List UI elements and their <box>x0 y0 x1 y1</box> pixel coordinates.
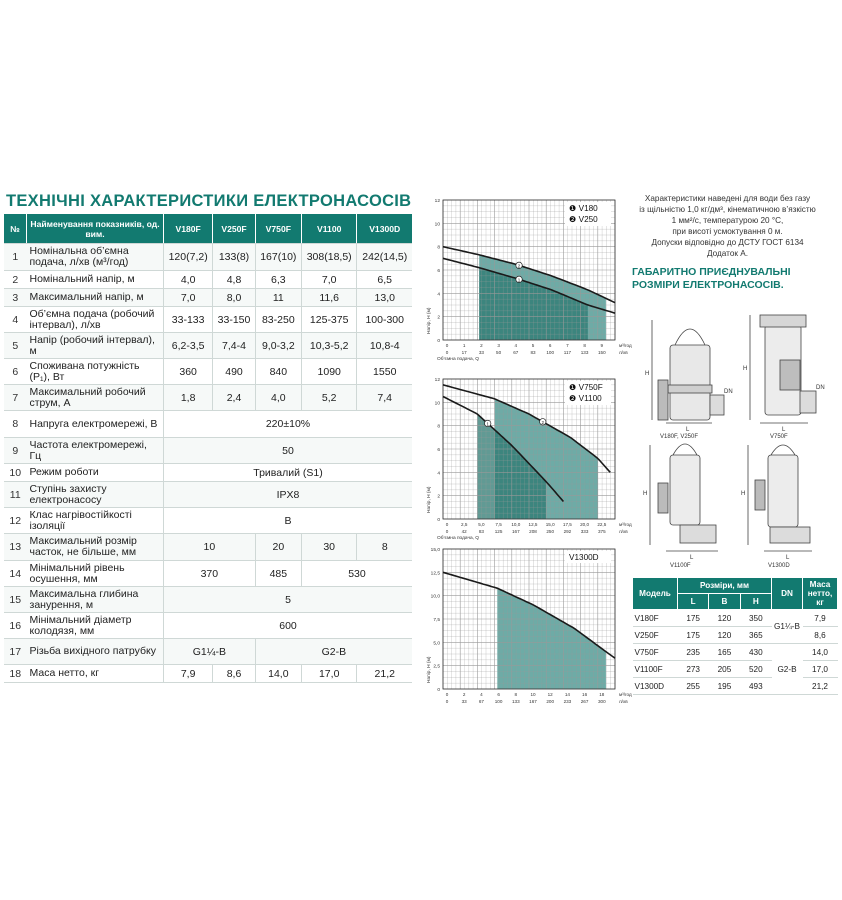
x-tick-label: 125 <box>494 529 503 534</box>
spec-cell: 308(18,5) <box>301 244 357 271</box>
spec-cell: 1550 <box>357 359 412 385</box>
x-tick-label: 17 <box>461 350 467 355</box>
chart-v1300d <box>425 543 632 715</box>
note-line: Характеристики наведені для води без газу <box>644 194 811 203</box>
spec-row <box>4 333 412 359</box>
spec-cell: 50 <box>164 438 413 464</box>
spec-cell: 10 <box>164 534 256 561</box>
spec-cell: 6,3 <box>255 271 301 289</box>
spec-cell: 9 <box>4 438 27 464</box>
spec-cell: 5,2 <box>301 385 357 411</box>
x-tick-label: 0 <box>445 522 449 527</box>
x-tick-label: 17,5 <box>562 522 572 527</box>
x-tick-label: 5,0 <box>478 522 485 527</box>
dim-H: H <box>743 366 748 372</box>
y-tick-label: 6 <box>437 448 440 453</box>
y-axis-label: Напір, Н (м) <box>427 486 432 513</box>
spec-cell: 30 <box>301 534 357 561</box>
col-model: Модель <box>633 578 678 610</box>
x-tick-label: 117 <box>563 350 572 355</box>
spec-cell: Різьба вихідного патрубку <box>27 639 164 665</box>
spec-row <box>4 508 412 534</box>
spec-row <box>4 438 412 464</box>
spec-cell: 10,3-5,2 <box>301 333 357 359</box>
x-tick-label: 292 <box>563 529 572 534</box>
cell: 7,9 <box>803 610 838 627</box>
cell: 21,2 <box>803 678 838 695</box>
spec-cell: 6,2-3,5 <box>164 333 213 359</box>
spec-row <box>4 244 412 271</box>
y-tick-label: 10 <box>434 401 440 407</box>
spec-cell: Режим роботи <box>27 464 164 482</box>
spec-row <box>4 359 412 385</box>
cell: G1¼-B <box>772 610 803 644</box>
cell: 493 <box>740 678 771 695</box>
series-marker-label: 2 <box>517 263 521 269</box>
spec-cell: Маса нетто, кг <box>27 665 164 683</box>
col-num: № <box>4 214 27 244</box>
spec-cell: Споживана потужність (P₁), Вт <box>27 359 164 385</box>
x-tick-label: 67 <box>513 350 519 355</box>
y-tick-label: 10 <box>434 222 440 228</box>
cell: 165 <box>709 644 740 661</box>
spec-cell: 133(8) <box>213 244 255 271</box>
spec-cell: Максимальна глибина занурення, м <box>27 587 164 613</box>
spec-cell: Напруга електромережі, В <box>27 411 164 438</box>
x-tick-label: 4 <box>480 692 483 697</box>
x-tick-label: 133 <box>511 699 520 704</box>
drawing-label-c: V1100F <box>670 563 691 569</box>
x-unit-label: л/хв <box>619 699 628 704</box>
x-tick-label: 0 <box>445 529 449 534</box>
spec-cell: Максимальний робочий струм, А <box>27 385 164 411</box>
cell: 255 <box>678 678 709 695</box>
cell: 235 <box>678 644 709 661</box>
col-model: V1100 <box>301 214 357 244</box>
spec-cell: 7 <box>4 385 27 411</box>
x-unit-label: м³/год <box>619 692 632 697</box>
dims-table <box>632 577 838 695</box>
x-tick-label: 67 <box>478 699 484 704</box>
x-tick-label: 10,0 <box>511 522 521 527</box>
x-tick-label: 12 <box>547 692 553 697</box>
x-tick-label: 208 <box>529 529 537 534</box>
spec-cell: 11,6 <box>301 289 357 307</box>
table-row <box>633 644 838 661</box>
x-tick-label: 0 <box>445 350 449 355</box>
y-tick-label: 10,0 <box>430 594 440 600</box>
x-tick-label: 133 <box>580 350 589 355</box>
spec-row <box>4 411 412 438</box>
col-model: V250F <box>213 214 255 244</box>
x-tick-label: 2,5 <box>461 522 468 527</box>
spec-cell: 7,0 <box>164 289 213 307</box>
conditions-note <box>620 193 835 259</box>
cell: V750F <box>633 644 678 661</box>
dim-H: H <box>643 491 648 497</box>
spec-cell: 7,0 <box>301 271 357 289</box>
y-tick-label: 8 <box>437 424 440 430</box>
spec-row <box>4 613 412 639</box>
spec-cell: Номінальний напір, м <box>27 271 164 289</box>
cell: 120 <box>709 627 740 644</box>
x-tick-label: 33 <box>478 350 484 355</box>
table-row <box>633 661 838 678</box>
x-tick-label: 100 <box>546 350 555 355</box>
x-tick-label: 7 <box>566 343 569 348</box>
page-title: ТЕХНІЧНІ ХАРАКТЕРИСТИКИ ЕЛЕКТРОНАСОСІВ <box>6 192 412 210</box>
dims-title: ГАБАРИТНО ПРИЄДНУВАЛЬНІ РОЗМІРИ ЕЛЕКТРОНАСОСІВ. <box>632 266 791 291</box>
x-tick-label: 250 <box>546 529 555 534</box>
dim-DN: DN <box>724 389 733 395</box>
x-tick-label: 15,0 <box>545 522 555 527</box>
note-line: 1 мм²/с, температурою 20 °С, <box>671 216 784 225</box>
spec-cell: 1 <box>4 244 27 271</box>
spec-cell: 220±10% <box>164 411 413 438</box>
x-tick-label: 3 <box>497 343 500 348</box>
spec-cell: 8 <box>357 534 412 561</box>
spec-cell: 8,6 <box>213 665 255 683</box>
spec-cell: 530 <box>301 561 412 587</box>
spec-cell: 83-250 <box>255 307 301 333</box>
x-tick-label: 42 <box>461 529 467 534</box>
spec-row <box>4 464 412 482</box>
spec-row <box>4 271 412 289</box>
note-line: із щільністю 1,0 кг/дм³, кінематичною в’язкістю <box>639 205 816 214</box>
drawing-label-b: V750F <box>770 434 788 440</box>
col-model: V180F <box>164 214 213 244</box>
x-tick-label: 8 <box>583 343 586 348</box>
y-tick-label: 4 <box>437 471 440 477</box>
spec-cell: 14,0 <box>255 665 301 683</box>
x-tick-label: 9 <box>600 343 604 348</box>
spec-cell: Тривалий (S1) <box>164 464 413 482</box>
series-marker-label: 1 <box>517 277 521 283</box>
dim-DN: DN <box>816 385 825 391</box>
spec-row <box>4 587 412 613</box>
spec-cell: Ступінь захисту електронасосу <box>27 482 164 508</box>
spec-row <box>4 482 412 508</box>
spec-cell: 4,0 <box>164 271 213 289</box>
cell: 14,0 <box>803 644 838 661</box>
spec-cell: 4,8 <box>213 271 255 289</box>
cell: 430 <box>740 644 771 661</box>
y-axis-label: Напір, Н (м) <box>427 656 432 683</box>
x-tick-label: 167 <box>529 699 537 704</box>
spec-cell: 840 <box>255 359 301 385</box>
col-dn: DN <box>772 578 803 610</box>
spec-cell: 360 <box>164 359 213 385</box>
y-tick-label: 2 <box>437 315 440 321</box>
x-unit-label: л/хв <box>619 350 628 355</box>
spec-cell: 167(10) <box>255 244 301 271</box>
spec-cell: Мінімальний діаметр колодязя, мм <box>27 613 164 639</box>
dim-L: L <box>786 555 790 561</box>
y-tick-label: 15,0 <box>430 548 440 553</box>
cell: V250F <box>633 627 678 644</box>
x-tick-label: 18 <box>599 692 605 697</box>
spec-row <box>4 385 412 411</box>
spec-cell: 3 <box>4 289 27 307</box>
cell: 273 <box>678 661 709 678</box>
x-tick-label: 8 <box>514 692 518 697</box>
col-model: V1300D <box>357 214 412 244</box>
spec-cell: 6,5 <box>357 271 412 289</box>
cell: 120 <box>709 610 740 627</box>
x-tick-label: 150 <box>597 350 606 355</box>
spec-cell: 15 <box>4 587 27 613</box>
spec-cell: 242(14,5) <box>357 244 412 271</box>
spec-row <box>4 665 412 683</box>
x-tick-label: 2 <box>480 343 483 348</box>
cell: 350 <box>740 610 771 627</box>
spec-cell: Максимальний розмір часток, не більше, мм <box>27 534 164 561</box>
spec-row <box>4 561 412 587</box>
drawing-label-a: V180F, V250F <box>660 434 699 440</box>
spec-cell: 100-300 <box>357 307 412 333</box>
x-tick-label: 0 <box>445 699 449 704</box>
x-tick-label: 4 <box>514 343 518 348</box>
cell: 17,0 <box>803 661 838 678</box>
spec-row <box>4 534 412 561</box>
spec-cell: 370 <box>164 561 256 587</box>
x-tick-label: 83 <box>530 350 536 355</box>
spec-cell: 600 <box>164 613 413 639</box>
x-tick-label: 0 <box>445 343 449 348</box>
spec-cell: 5 <box>164 587 413 613</box>
spec-row <box>4 289 412 307</box>
legend-entry: ❶ V750F <box>569 383 603 392</box>
col-L: L <box>678 594 709 610</box>
spec-cell: 4,0 <box>255 385 301 411</box>
cell: 175 <box>678 610 709 627</box>
spec-cell: 2 <box>4 271 27 289</box>
spec-row <box>4 307 412 333</box>
legend-entry: ❷ V1100 <box>569 394 602 403</box>
x-tick-label: 267 <box>580 699 589 704</box>
spec-cell: 21,2 <box>357 665 412 683</box>
x-axis-label: Об’ємна подача, Q <box>437 357 480 362</box>
cell: 195 <box>709 678 740 695</box>
note-line: Допуски відповідно до ДСТУ ГОСТ 6134 <box>651 238 804 247</box>
spec-cell: 2,4 <box>213 385 255 411</box>
x-tick-label: 2 <box>462 692 466 697</box>
cell: 175 <box>678 627 709 644</box>
spec-cell: 1,8 <box>164 385 213 411</box>
y-tick-label: 7,5 <box>433 618 440 623</box>
spec-table <box>4 214 412 683</box>
col-mass: Маса нетто, кг <box>803 578 838 610</box>
x-tick-label: 300 <box>597 699 606 704</box>
x-unit-label: м³/год <box>619 522 632 527</box>
spec-cell: 8,0 <box>213 289 255 307</box>
series-marker-label: 2 <box>541 419 545 425</box>
cell: G2-B <box>772 644 803 695</box>
x-tick-label: 0 <box>445 692 449 697</box>
y-tick-label: 0 <box>437 339 440 344</box>
y-tick-label: 12,5 <box>430 571 440 577</box>
spec-cell: 17 <box>4 639 27 665</box>
y-tick-label: 8 <box>437 245 440 251</box>
x-tick-label: 100 <box>494 699 503 704</box>
chart-v180-v250 <box>425 194 632 366</box>
chart-v750f-v1100 <box>425 373 632 545</box>
x-tick-label: 167 <box>511 529 520 534</box>
series-marker-label: 1 <box>486 421 489 427</box>
x-tick-label: 50 <box>496 350 502 355</box>
x-unit-label: м³/год <box>619 343 632 348</box>
spec-cell: 6 <box>4 359 27 385</box>
spec-cell: G2-B <box>255 639 412 665</box>
cell: 205 <box>709 661 740 678</box>
col-model: V750F <box>255 214 301 244</box>
spec-cell: 490 <box>213 359 255 385</box>
pump-drawing-d <box>748 445 812 551</box>
x-tick-label: 14 <box>564 692 570 697</box>
x-unit-label: л/хв <box>619 529 628 534</box>
x-tick-label: 20,0 <box>580 522 590 527</box>
spec-cell: Мінімальний рівень осушення, мм <box>27 561 164 587</box>
working-area <box>497 588 606 689</box>
x-tick-label: 33 <box>461 699 467 704</box>
spec-cell: 18 <box>4 665 27 683</box>
x-tick-label: 6 <box>548 343 552 348</box>
spec-cell: 125-375 <box>301 307 357 333</box>
col-name: Найменування показників, од. вим. <box>27 214 164 244</box>
spec-cell: IPX8 <box>164 482 413 508</box>
x-tick-label: 375 <box>597 529 606 534</box>
spec-cell: Клас нагрівостійкості ізоляції <box>27 508 164 534</box>
y-tick-label: 2,5 <box>433 664 440 670</box>
spec-cell: 10 <box>4 464 27 482</box>
x-tick-label: 5 <box>531 343 535 348</box>
spec-row <box>4 639 412 665</box>
y-tick-label: 0 <box>437 688 440 693</box>
dim-L: L <box>686 427 690 433</box>
spec-cell: Об’ємна подача (робочий інтервал), л/хв <box>27 307 164 333</box>
x-tick-label: 6 <box>497 692 500 697</box>
pump-drawing-a <box>652 320 724 423</box>
table-row <box>633 678 838 695</box>
spec-cell: 16 <box>4 613 27 639</box>
spec-cell: 8 <box>4 411 27 438</box>
spec-cell: 10,8-4 <box>357 333 412 359</box>
x-axis-label: Об’ємна подача, Q <box>437 536 480 541</box>
x-tick-label: 83 <box>478 529 484 534</box>
spec-cell: 13,0 <box>357 289 412 307</box>
table-row <box>633 610 838 627</box>
spec-cell: Номінальна об’ємна подача, л/хв (м³/год) <box>27 244 164 271</box>
legend-entry: ❷ V250 <box>569 215 598 224</box>
spec-cell: 4 <box>4 307 27 333</box>
y-tick-label: 6 <box>437 269 440 274</box>
note-line: Додаток А. <box>707 249 748 258</box>
spec-cell: 7,4-4 <box>213 333 255 359</box>
y-tick-label: 5,0 <box>433 641 440 647</box>
y-axis-label: Напір, Н (м) <box>427 307 432 334</box>
col-H: H <box>740 594 771 610</box>
spec-cell: B <box>164 508 413 534</box>
y-tick-label: 12 <box>434 378 440 383</box>
spec-cell: 33-150 <box>213 307 255 333</box>
pump-drawing-b <box>750 315 816 423</box>
cell: V1300D <box>633 678 678 695</box>
spec-cell: 11 <box>4 482 27 508</box>
y-tick-label: 4 <box>437 292 440 298</box>
y-tick-label: 0 <box>437 518 440 523</box>
spec-cell: 12 <box>4 508 27 534</box>
spec-cell: 5 <box>4 333 27 359</box>
dim-H: H <box>741 491 746 497</box>
spec-cell: 17,0 <box>301 665 357 683</box>
spec-cell: 33-133 <box>164 307 213 333</box>
spec-cell: 120(7,2) <box>164 244 213 271</box>
note-line: при висоті усмоктування 0 м. <box>672 227 783 236</box>
x-tick-label: 22,5 <box>597 522 607 527</box>
cell: 8,6 <box>803 627 838 644</box>
table-row <box>633 627 838 644</box>
y-tick-label: 2 <box>437 494 440 500</box>
x-tick-label: 233 <box>563 699 572 704</box>
spec-cell: Напір (робочий інтервал), м <box>27 333 164 359</box>
legend-entry: V1300D <box>569 553 599 562</box>
cell: V180F <box>633 610 678 627</box>
x-tick-label: 16 <box>582 692 588 697</box>
dim-L: L <box>782 427 786 433</box>
x-tick-label: 7,5 <box>495 522 502 527</box>
y-tick-label: 12 <box>434 199 440 204</box>
drawing-label-d: V1300D <box>768 563 790 569</box>
dim-L: L <box>690 555 694 561</box>
spec-cell: 14 <box>4 561 27 587</box>
spec-cell: 13 <box>4 534 27 561</box>
spec-cell: 1090 <box>301 359 357 385</box>
cell: 520 <box>740 661 771 678</box>
cell: V1100F <box>633 661 678 678</box>
x-tick-label: 333 <box>580 529 589 534</box>
x-tick-label: 200 <box>546 699 555 704</box>
spec-cell: Максимальний напір, м <box>27 289 164 307</box>
col-sizes: Розміри, мм <box>678 578 772 594</box>
dim-H: H <box>645 371 650 377</box>
spec-cell: Частота електромережі, Гц <box>27 438 164 464</box>
spec-cell: 7,4 <box>357 385 412 411</box>
x-tick-label: 12,5 <box>528 522 538 527</box>
x-tick-label: 1 <box>462 343 466 348</box>
spec-cell: 20 <box>255 534 301 561</box>
cell: 365 <box>740 627 771 644</box>
pump-drawing-c <box>650 444 718 551</box>
legend-entry: ❶ V180 <box>569 204 598 213</box>
spec-cell: 485 <box>255 561 301 587</box>
spec-cell: 9,0-3,2 <box>255 333 301 359</box>
spec-cell: 11 <box>255 289 301 307</box>
x-tick-label: 10 <box>530 692 536 697</box>
spec-cell: 7,9 <box>164 665 213 683</box>
pump-drawings <box>640 305 840 575</box>
spec-cell: G1¼-B <box>164 639 256 665</box>
col-B: B <box>709 594 740 610</box>
